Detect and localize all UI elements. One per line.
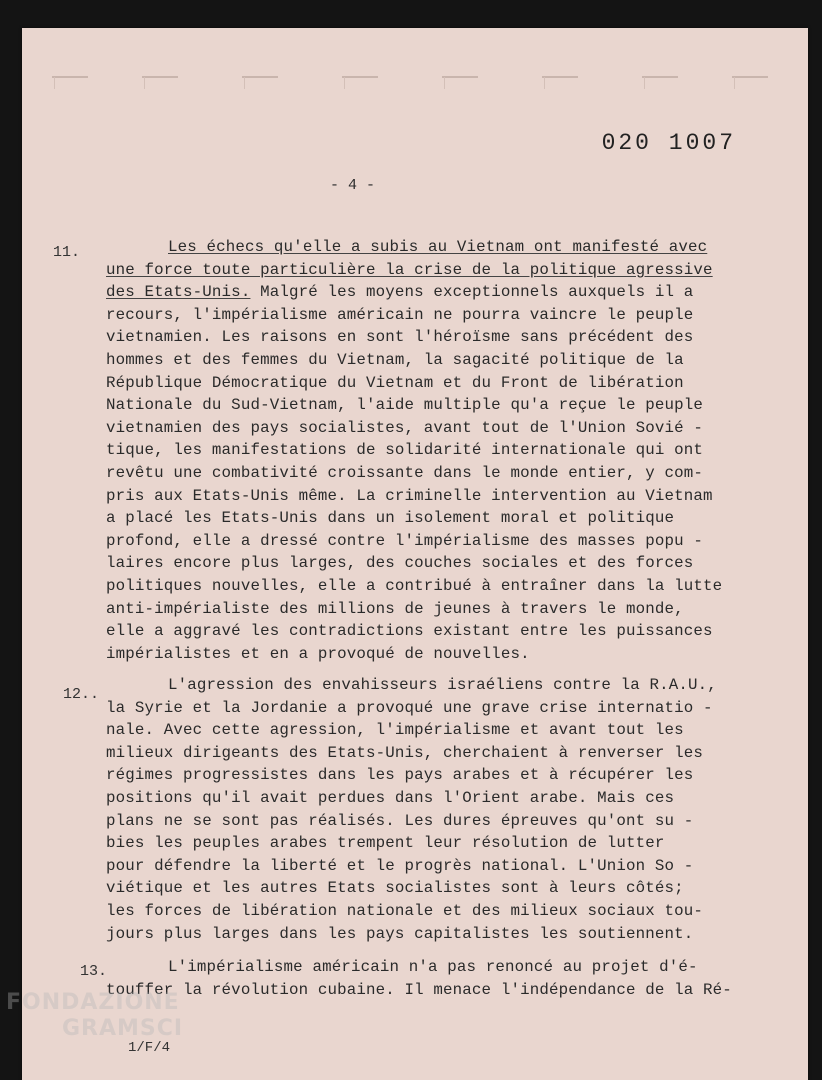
text-fragment: Malgré les moyens exceptionnels auxquels il a bbox=[260, 283, 694, 302]
perforation-mark bbox=[732, 76, 768, 90]
text-line bbox=[106, 281, 696, 304]
archive-reference: 1/F/4 bbox=[128, 1040, 171, 1056]
text-line: pour défendre la liberté et le progrès national. L'Union So - bbox=[106, 856, 694, 875]
text-line: vietnamien des pays socialistes, avant tout de l'Union Sovié - bbox=[106, 418, 704, 437]
text-line: nale. Avec cette agression, l'impérialisme et avant tout les bbox=[106, 721, 684, 740]
text-line: jours plus larges dans les pays capitalistes les soutiennent. bbox=[106, 924, 694, 943]
perforation-mark bbox=[342, 76, 378, 90]
watermark-line: FONDAZIONE bbox=[6, 990, 180, 1015]
text-line: viétique et les autres Etats socialistes sont à leurs côtés; bbox=[106, 879, 684, 898]
section-number: 13. bbox=[80, 963, 108, 980]
section-13-text bbox=[106, 956, 746, 1001]
text-line: L'impérialisme américain n'a pas renoncé au projet d'é- bbox=[168, 958, 698, 976]
section-12-text bbox=[106, 674, 717, 945]
archive-watermark bbox=[6, 990, 183, 1042]
text-line: anti-impérialiste des millions de jeunes à travers le monde, bbox=[106, 599, 684, 618]
perforation-mark bbox=[642, 76, 678, 90]
text-line: a placé les Etats-Unis dans un isolement moral et politique bbox=[106, 509, 675, 528]
text-line: plans ne se sont pas réalisés. Les dures épreuves qu'ont su - bbox=[106, 811, 694, 830]
text-line: politiques nouvelles, elle a contribué à entraîner dans la lutte bbox=[106, 576, 723, 595]
text-line: bies les peuples arabes trempent leur résolution de lutter bbox=[106, 834, 665, 853]
section-11-text bbox=[106, 236, 723, 665]
perforation-mark bbox=[52, 76, 88, 90]
page-number: - 4 - bbox=[330, 177, 376, 194]
text-line: régimes progressistes dans les pays arabes et à récupérer les bbox=[106, 766, 694, 785]
text-line: impérialistes et en a provoqué de nouvelles. bbox=[106, 644, 530, 663]
section-number: 12.. bbox=[63, 686, 100, 703]
text-line: une force toute particulière la crise de la politique agressive bbox=[106, 260, 713, 279]
text-line: elle a aggravé les contradictions existant entre les puissances bbox=[106, 622, 713, 641]
text-line: L'agression des envahisseurs israéliens contre la R.A.U., bbox=[168, 676, 717, 694]
text-line: profond, elle a dressé contre l'impérialisme des masses popu - bbox=[106, 531, 704, 550]
perforation-mark bbox=[542, 76, 578, 90]
section-number: 11. bbox=[53, 244, 81, 261]
text-line: République Démocratique du Vietnam et du Front de libération bbox=[106, 373, 684, 392]
text-line: touffer la révolution cubaine. Il menace l'indépendance de la Ré- bbox=[106, 980, 732, 999]
perforation-mark bbox=[142, 76, 178, 90]
text-line: revêtu une combativité croissante dans le monde entier, y com- bbox=[106, 463, 704, 482]
text-line: laires encore plus larges, des couches sociales et des forces bbox=[106, 554, 694, 573]
perforation-mark bbox=[442, 76, 478, 90]
watermark-line: GRAMSCI bbox=[62, 1016, 184, 1041]
underlined-text: des Etats-Unis. bbox=[106, 283, 251, 302]
text-line: vietnamien. Les raisons en sont l'héroïsme sans précédent des bbox=[106, 328, 694, 347]
perforation-mark bbox=[242, 76, 278, 90]
text-line: tique, les manifestations de solidarité internationale qui ont bbox=[106, 441, 704, 460]
document-number: 020 1007 bbox=[601, 130, 736, 156]
text-line: milieux dirigeants des Etats-Unis, cherchaient à renverser les bbox=[106, 743, 704, 762]
text-line: Les échecs qu'elle a subis au Vietnam ont manifesté avec bbox=[168, 238, 708, 256]
text-line: pris aux Etats-Unis même. La criminelle intervention au Vietnam bbox=[106, 486, 713, 505]
text-line: positions qu'il avait perdues dans l'Orient arabe. Mais ces bbox=[106, 788, 675, 807]
text-line: hommes et des femmes du Vietnam, la sagacité politique de la bbox=[106, 350, 684, 369]
text-line: la Syrie et la Jordanie a provoqué une grave crise internatio - bbox=[106, 698, 713, 717]
text-line: Nationale du Sud-Vietnam, l'aide multiple qu'a reçue le peuple bbox=[106, 396, 704, 415]
text-line: recours, l'impérialisme américain ne pourra vaincre le peuple bbox=[106, 305, 694, 324]
text-line: les forces de libération nationale et des milieux sociaux tou- bbox=[106, 901, 704, 920]
